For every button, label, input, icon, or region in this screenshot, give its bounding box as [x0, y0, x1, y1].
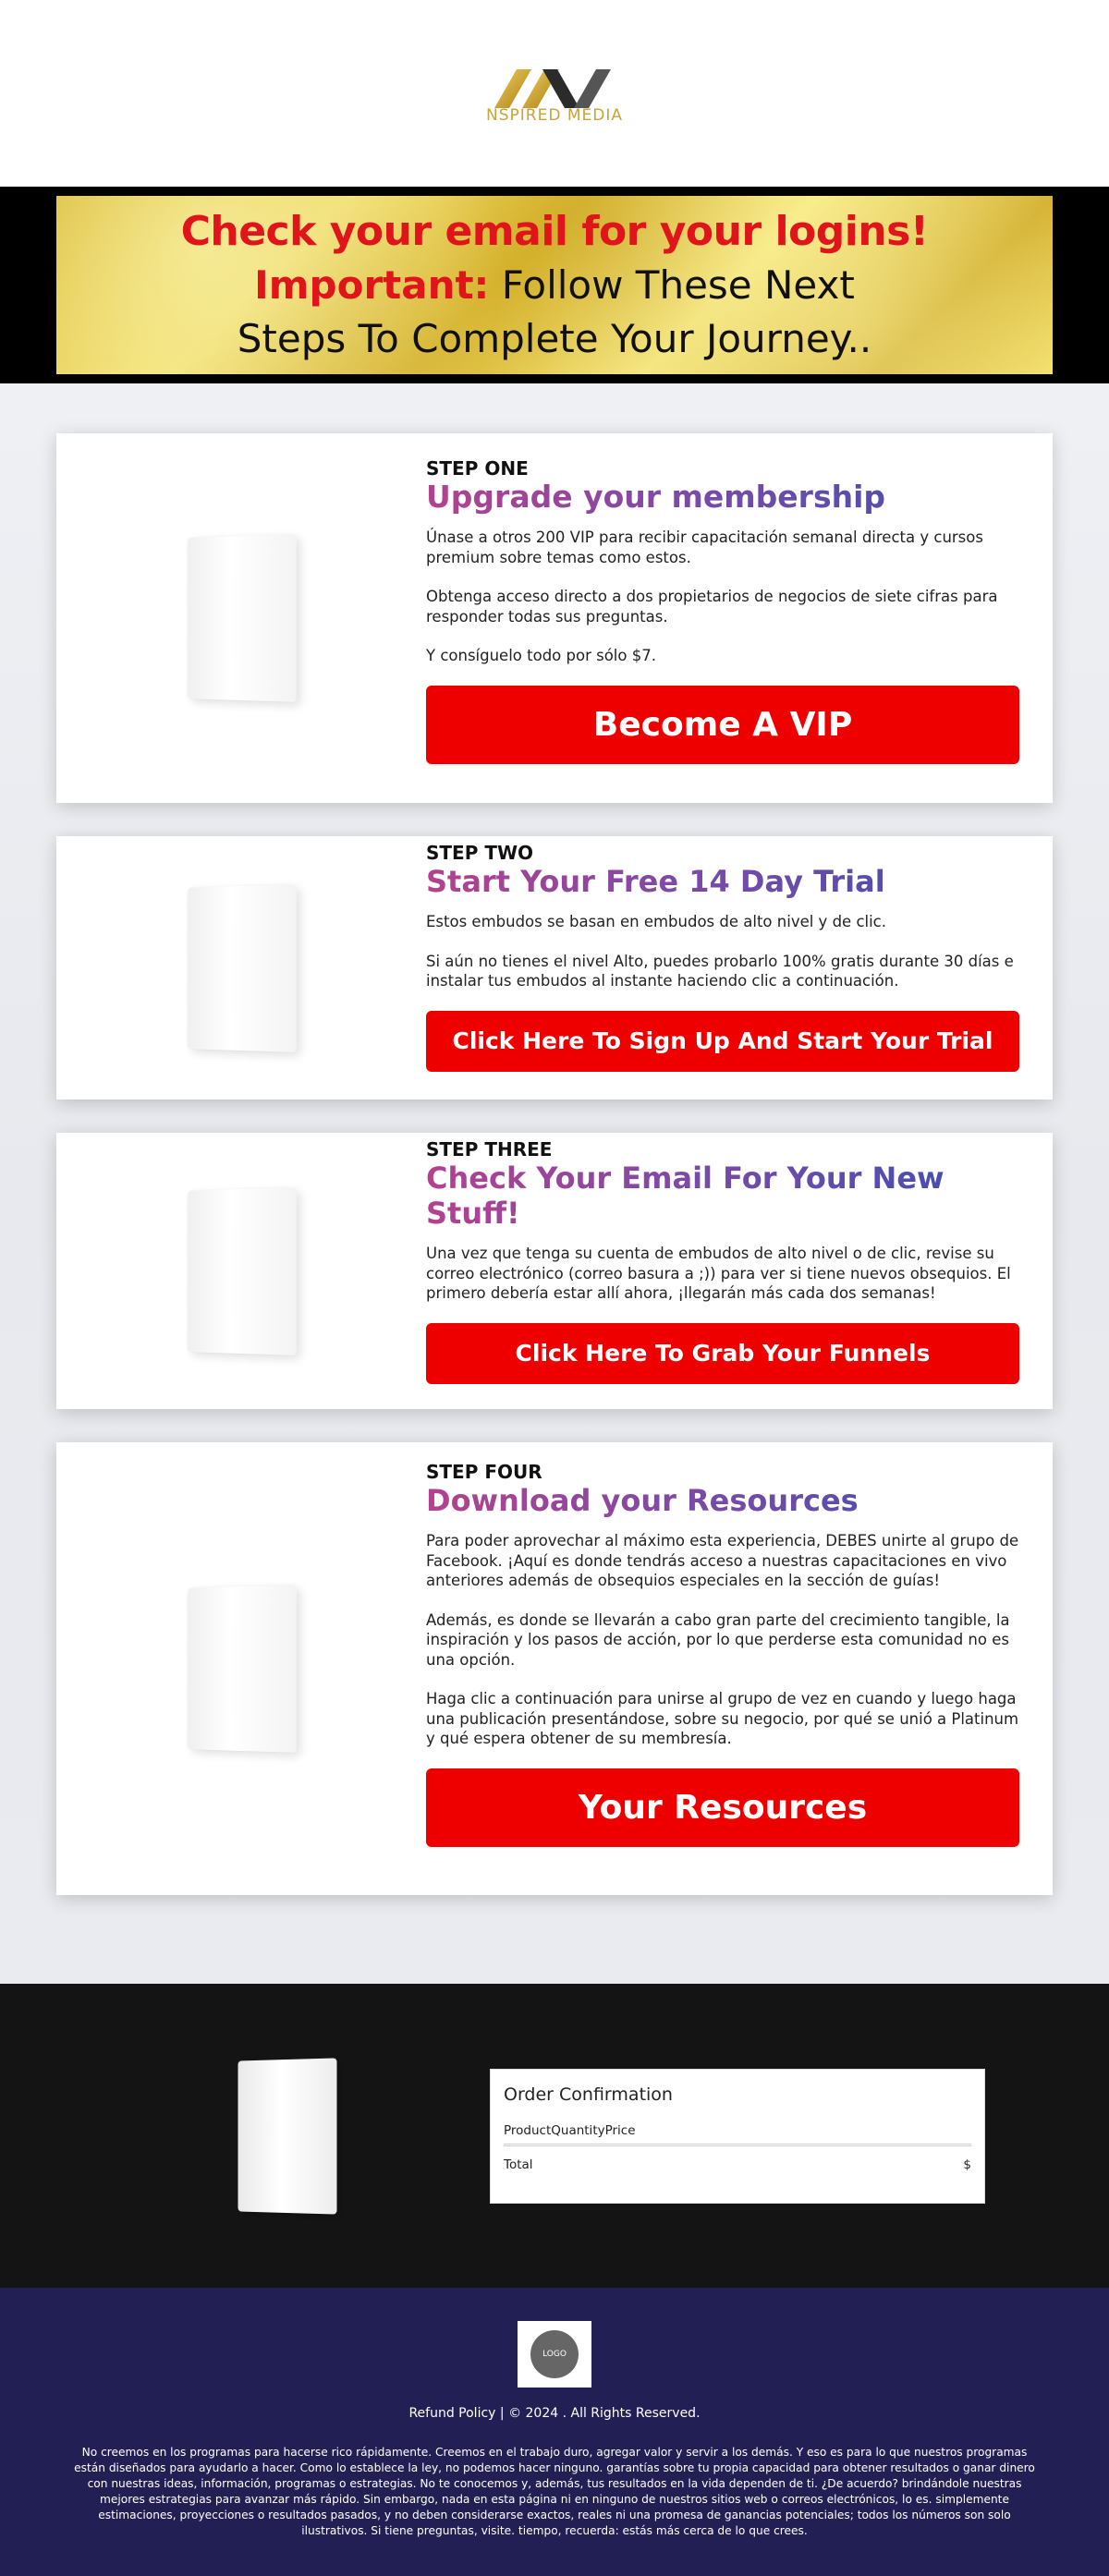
- order-section: [0, 1984, 1109, 2288]
- product-box-image: [189, 1187, 297, 1355]
- step-paragraph: Y consíguelo todo por sólo $7.: [426, 647, 656, 664]
- banner-important-label: Important:: [254, 261, 490, 308]
- step-paragraph: Una vez que tenga su cuenta de embudos de alto nivel o de clic, revise su correo electrónico (correo basura a ;)) para ver si tiene nuevos obsequios. El primero debería estar allí ahora, ¡llegarán más cada dos semanas!: [426, 1245, 1011, 1302]
- footer-disclaimer: No creemos en los programas para hacerse rico rápidamente. Creemos en el trabajo duro, agregar valor y servir a los demás. Y eso es para lo que nuestros programas están diseñados para ayudarlo a hacer. Como lo establece la ley, no podemos hacer ninguno. garantías sobre tu propia capacidad para obtener resultados o ganar dinero con nuestras ideas, información, programas o estrategias. No te conocemos y, además, tus resultados en la vida dependen de ti. ¿De acuerdo? brindándole nuestras mejores estrategias para avanzar más rápido. Sin embargo, nada en esta página ni en ninguno de nuestros sitios web o correos electrónicos, lo es. simplemente estimaciones, proyecciones o resultados pasados, y no deben considerarse exactos, reales ni una promesa de ganancias potenciales; todos los números son solo ilustrativos. Si tiene preguntas, visite. tiempo, recuerda: estás más cerca de lo que crees.: [74, 2446, 1035, 2537]
- resources-button[interactable]: Your Resources: [426, 1768, 1019, 1847]
- step-label: STEP THREE: [426, 1138, 553, 1160]
- step-label: STEP ONE: [426, 457, 529, 480]
- step-paragraph: Obtenga acceso directo a dos propietarios de negocios de siete cifras para responder todas sus preguntas.: [426, 588, 998, 626]
- page-footer: [0, 2288, 1109, 2576]
- banner-subline-2: Steps To Complete Your Journey..: [237, 315, 872, 361]
- logo-mark-icon: [485, 66, 624, 110]
- footer-logo-circle: LOGO: [530, 2330, 579, 2378]
- product-box-image: [189, 884, 297, 1052]
- step-card-four: [56, 1442, 1053, 1895]
- steps-section: [0, 383, 1109, 1984]
- order-table-header: ProductQuantityPrice: [504, 2123, 971, 2146]
- step-title: Download your Resources: [426, 1483, 1019, 1518]
- page-header: [0, 0, 1109, 187]
- grab-funnels-button[interactable]: Click Here To Grab Your Funnels: [426, 1323, 1019, 1384]
- step-title: Check Your Email For Your New Stuff!: [426, 1160, 1019, 1231]
- banner-subline-text: Follow These Next: [489, 261, 855, 308]
- step-paragraph: Estos embudos se basan en embudos de alto nivel y de clic.: [426, 913, 886, 930]
- step-card-three: [56, 1133, 1053, 1409]
- footer-logo[interactable]: [518, 2321, 591, 2388]
- step-paragraph: Además, es donde se llevarán a cabo gran parte del crecimiento tangible, la inspiración y los pasos de acción, por lo que perderse esta comunidad no es una opción.: [426, 1610, 1010, 1669]
- order-total-row: [504, 2157, 971, 2172]
- step-paragraph: Si aún no tienes el nivel Alto, puedes probarlo 100% gratis durante 30 días e instalar tus embudos al instante haciendo clic a continuación.: [426, 952, 1014, 990]
- order-total-label: Total: [504, 2157, 533, 2172]
- step-one-image: [56, 433, 426, 803]
- step-card-two: [56, 836, 1053, 1100]
- step-paragraph: Haga clic a continuación para unirse al grupo de vez en cuando y luego haga una publicación presentándose, sobre su negocio, por qué se unió a Platinum y qué espera obtener de su membresía.: [426, 1690, 1019, 1747]
- banner-subline: [254, 259, 855, 312]
- product-box-image: [189, 1585, 297, 1753]
- order-total-value: $: [963, 2157, 971, 2172]
- brand-logo[interactable]: [485, 66, 624, 125]
- step-two-body: [426, 836, 1053, 1100]
- product-box-image: [189, 534, 297, 702]
- start-trial-button[interactable]: Click Here To Sign Up And Start Your Trial: [426, 1011, 1019, 1072]
- step-two-image: [56, 836, 426, 1100]
- banner-frame: [0, 187, 1109, 383]
- step-label: STEP TWO: [426, 842, 534, 864]
- step-card-one: [56, 433, 1053, 803]
- banner-headline: Check your email for your logins!: [180, 207, 929, 255]
- gold-banner: [56, 196, 1053, 374]
- order-confirmation-card: [490, 2069, 985, 2204]
- become-vip-button[interactable]: Become A VIP: [426, 686, 1019, 764]
- footer-links[interactable]: Refund Policy | © 2024 . All Rights Reserved.: [408, 2406, 701, 2421]
- step-one-body: [426, 433, 1053, 803]
- step-paragraph: Para poder aprovechar al máximo esta experiencia, DEBES unirte al grupo de Facebook. ¡Aquí es donde tendrás acceso a nuestras capacitaciones en vivo anteriores además de obsequios especiales en la sección de guías!: [426, 1532, 1019, 1589]
- step-title: Start Your Free 14 Day Trial: [426, 864, 1019, 899]
- step-label: STEP FOUR: [426, 1461, 542, 1483]
- order-title: Order Confirmation: [504, 2084, 673, 2105]
- step-three-image: [56, 1133, 426, 1409]
- step-four-image: [56, 1442, 426, 1895]
- logo-text: NSPIRED MEDIA: [486, 106, 623, 125]
- product-box-image: [238, 2058, 337, 2214]
- step-four-body: [426, 1442, 1053, 1895]
- step-title: Upgrade your membership: [426, 480, 1019, 515]
- step-three-body: [426, 1133, 1053, 1409]
- step-paragraph: Únase a otros 200 VIP para recibir capacitación semanal directa y cursos premium sobre temas como estos.: [426, 529, 983, 566]
